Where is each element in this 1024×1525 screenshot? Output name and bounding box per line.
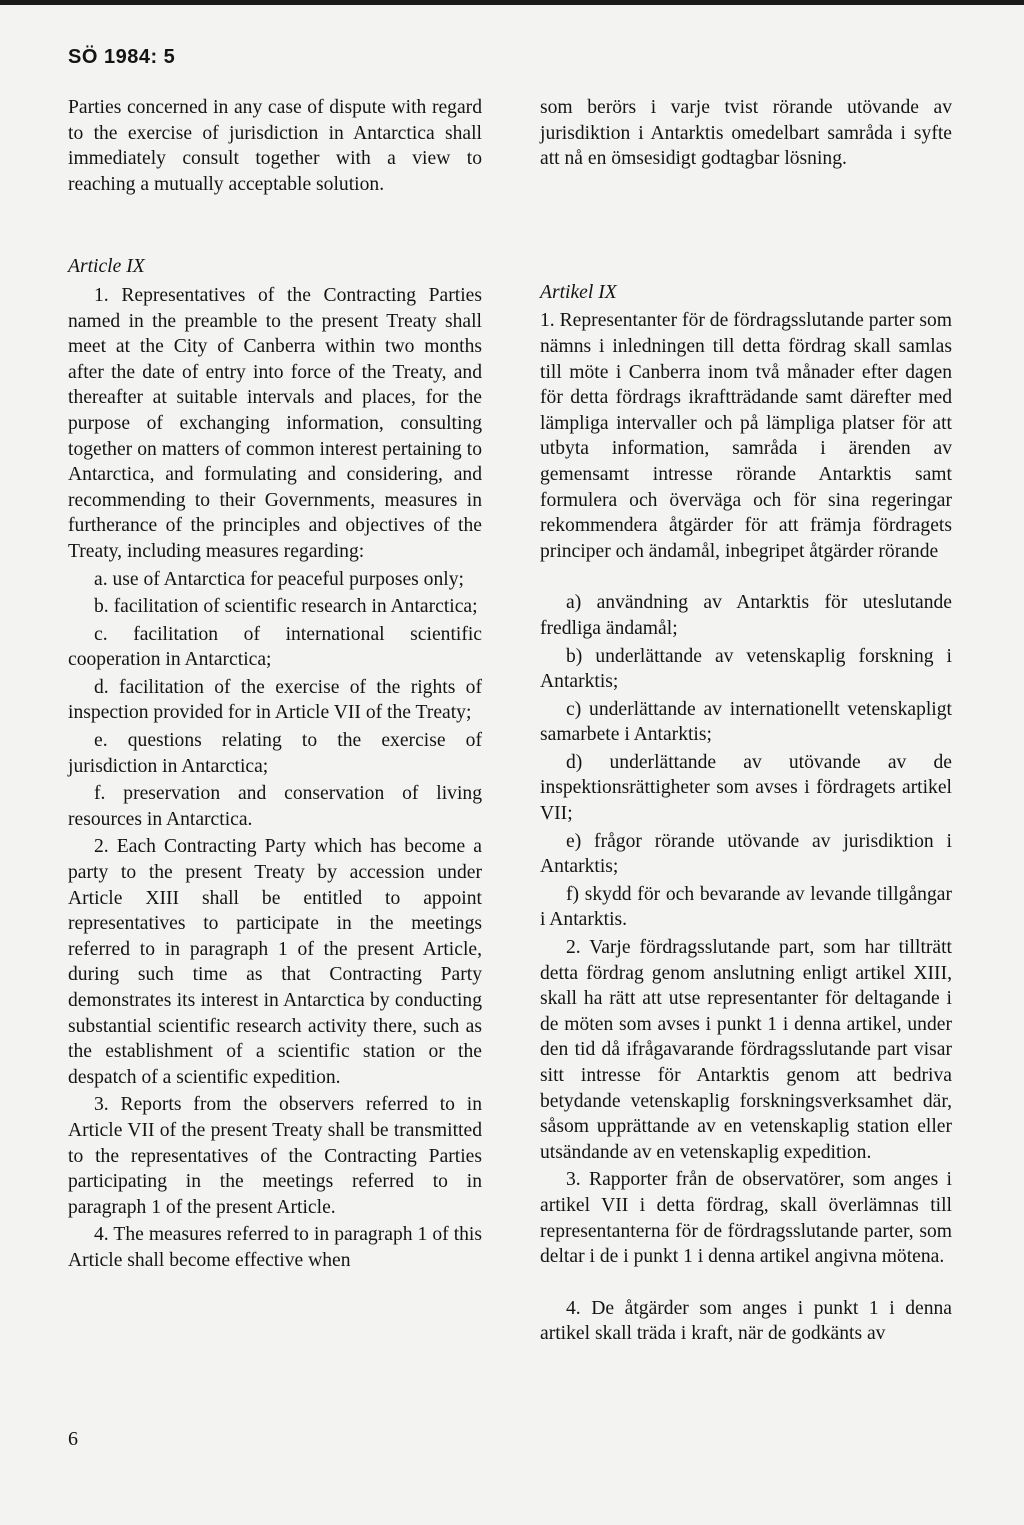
swedish-item-e: e) frågor rörande utövande av jurisdiktion i Antarktis; bbox=[540, 830, 952, 878]
english-paragraph-4: 4. The measures referred to in paragraph 1 of this Article shall become effective when bbox=[68, 1224, 482, 1271]
english-paragraph-2: 2. Each Contracting Party which has become a party to the present Treaty by accession under Article XIII shall be entitled to appoint representatives to participate in the meetings referred to in paragraph 1 of the present Article, during such time as that Contracting Party demonstrates its interest in Antarctica by conducting substantial scientific research activity there, such as the establishment of a scientific station or the despatch of a scientific expedition. bbox=[68, 836, 482, 1088]
swedish-intro-paragraph: som berörs i varje tvist rörande utövande av jurisdiktion i Antarktis omedelbart samråda i syfte att nå en ömsesidigt godtagbar lösning. bbox=[540, 97, 952, 170]
swedish-item-c: c) underlättande av internationellt vetenskapligt samarbete i Antarktis; bbox=[540, 698, 952, 746]
english-item-d: d. facilitation of the exercise of the rights of inspection provided for in Article VII of the Treaty; bbox=[68, 676, 482, 724]
english-intro-paragraph: Parties concerned in any case of dispute with regard to the exercise of jurisdiction in Antarctica shall immediately consult together with a view to reaching a mutually acceptable solution. bbox=[68, 97, 482, 195]
swedish-item-a: a) användning av Antarktis för uteslutande fredliga ändamål; bbox=[540, 592, 952, 639]
page-number: 6 bbox=[68, 1428, 78, 1450]
top-border-rule bbox=[0, 0, 1024, 5]
english-item-f: f. preservation and conservation of living resources in Antarctica. bbox=[68, 783, 482, 830]
swedish-item-f: f) skydd för och bevarande av levande tillgångar i Antarktis. bbox=[540, 883, 952, 931]
swedish-paragraph-3: 3. Rapporter från de observatörer, som anges i artikel VII i detta fördrag, skall överlämnas till representanterna för de fördragsslutande parter, som deltar i de i punkt 1 i denna artikel angivna mötena. bbox=[540, 1169, 952, 1268]
english-column bbox=[68, 95, 482, 1274]
document-reference: SÖ 1984: 5 bbox=[68, 46, 176, 68]
english-item-b: b. facilitation of scientific research in Antarctica; bbox=[94, 596, 478, 618]
english-paragraph-1: 1. Representatives of the Contracting Parties named in the preamble to the present Treaty shall meet at the City of Canberra within two months after the date of entry into force of the Treaty, and thereafter at suitable intervals and places, for the purpose of exchanging information, consulting together on matters of common interest pertaining to Antarctica, and formulating and considering, and recommending to their Governments, measures in furtherance of the principles and objectives of the Treaty, including measures regarding: bbox=[68, 284, 482, 562]
swedish-column bbox=[540, 95, 952, 1347]
swedish-article-heading: Artikel IX bbox=[540, 281, 617, 303]
swedish-paragraph-2: 2. Varje fördragsslutande part, som har tillträtt detta fördrag genom anslutning enligt artikel XIII, skall ha rätt att utse representanter för deltagande i de möten som avses i punkt 1 i denna artikel, under den tid då ifrågavarande fördragsslutande part visar sitt intresse för Antarktis genom att bedriva betydande vetenskaplig forskningsverksamhet där, såsom upprättande av en vetenskaplig station eller utsändande av en vetenskaplig expedition. bbox=[540, 937, 952, 1163]
swedish-item-b: b) underlättande av vetenskaplig forskning i Antarktis; bbox=[540, 645, 952, 693]
swedish-paragraph-1: 1. Representanter för de fördragsslutande parter som nämns i inledningen till detta fördrag skall samlas till möte i Canberra inom två månader efter dagen för detta fördrags ikraftträdande samt därefter med lämpliga intervaller och på lämpliga platser för att utbyta information, samråda i ärenden av gemensamt intresse rörande Antarktis samt formulera och överväga och för sina regeringar rekommendera åtgärder för att främja fördragets principer och ändamål, inbegripet åtgärder rörande bbox=[540, 310, 952, 562]
english-item-c: c. facilitation of international scientific cooperation in Antarctica; bbox=[68, 623, 482, 671]
swedish-paragraph-4: 4. De åtgärder som anges i punkt 1 i denna artikel skall träda i kraft, när de godkänts av bbox=[540, 1297, 952, 1345]
swedish-item-d: d) underlättande av utövande av de inspektionsrättigheter som avses i fördragets artikel VII; bbox=[540, 751, 952, 825]
english-item-e: e. questions relating to the exercise of jurisdiction in Antarctica; bbox=[68, 730, 482, 777]
english-paragraph-3: 3. Reports from the observers referred to in Article VII of the present Treaty shall be transmitted to the representatives of the Contracting Parties participating in the meetings referred to in paragraph 1 of the present Article. bbox=[68, 1094, 482, 1218]
english-article-heading: Article IX bbox=[68, 256, 145, 278]
english-item-a: a. use of Antarctica for peaceful purposes only; bbox=[94, 568, 464, 590]
